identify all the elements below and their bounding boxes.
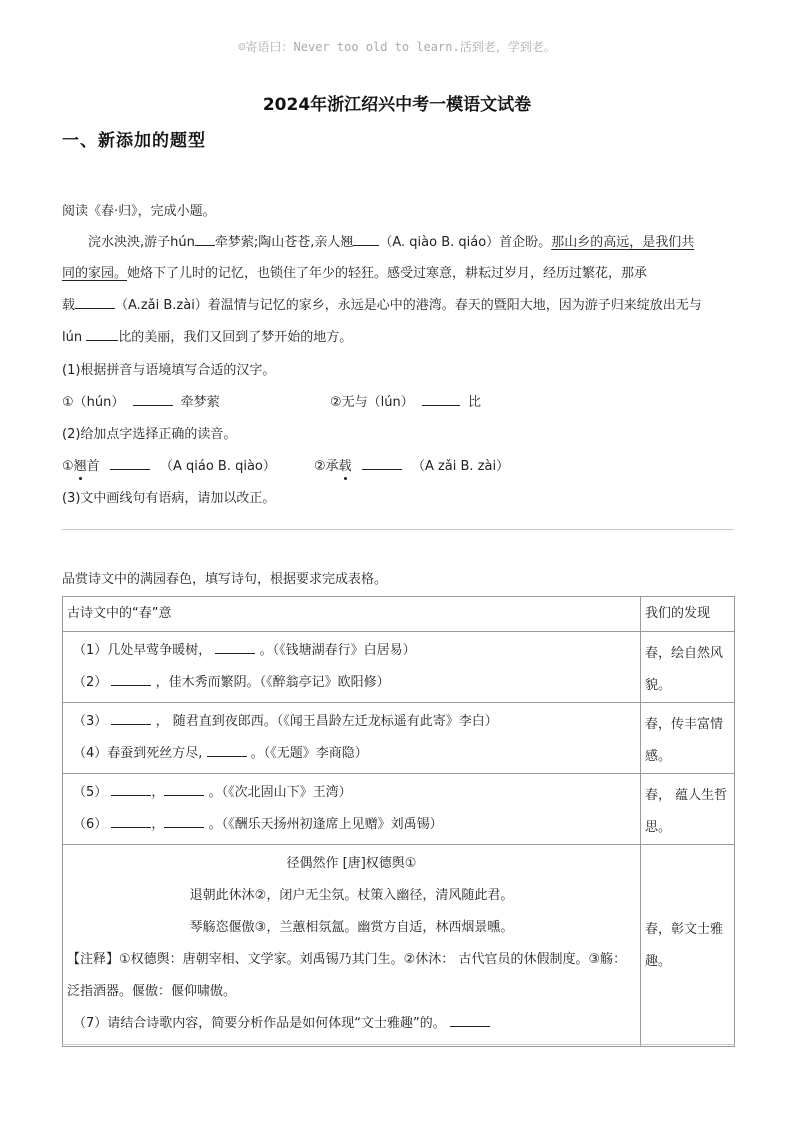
poem-line (63, 667, 640, 699)
answer-blank[interactable] (164, 783, 204, 796)
answer-blank[interactable] (111, 815, 151, 828)
line-text: ， 随君直到夜郎西。（《闻王昌龄左迁龙标遥有此寄》李白） (155, 714, 498, 729)
line-text: （5） (73, 785, 108, 800)
q1-text: 牵梦萦;陶山苍苍,亲人翘 (214, 235, 354, 250)
section-heading: 一、新添加的题型 (62, 131, 206, 151)
q1-intro: 阅读《春·归》，完成小题。 (62, 204, 216, 219)
line-text: 。（《酬乐天扬州初逢席上见赠》刘禹锡） (208, 817, 443, 832)
q1-paragraph-line-2 (62, 264, 647, 284)
line-text: 。（《无题》李商隐） (250, 746, 368, 761)
poem-notes: 【注释】①权德舆：唐朝宰相、文学家。刘禹锡乃其门生。②休沐： 古代官员的休假制度。③觞：泛指酒器。偃傲：偃仰啸傲。 (67, 952, 627, 999)
table-row (63, 703, 735, 774)
underlined-sentence: 那山乡的高远，是我们共 (551, 235, 695, 250)
poem-line: 琴觞恣偃傲③，兰蕙相氛氲。幽赏方自适，林西烟景曛。 (189, 920, 514, 935)
q1-sub1-answers-b (330, 393, 481, 413)
line-text: 。（《次北固山下》王湾） (208, 785, 352, 800)
q1-text: ① (62, 459, 74, 474)
answer-blank[interactable] (133, 393, 173, 406)
poem-line (63, 635, 640, 667)
q1-sub1: (1)根据拼音与语境填写合适的汉字。 (62, 363, 276, 378)
q1-text: 她烙下了儿时的记忆，也锁住了年少的轻狂。感受过寒意，耕耘过岁月，经历过繁花，那承 (127, 266, 648, 281)
q1-sub3: (3)文中画线句有语病，请加以改正。 (62, 491, 276, 506)
discovery-cell: 春，彰文士雅趣。 (641, 845, 735, 1047)
divider (62, 1044, 734, 1045)
table-row (63, 632, 735, 703)
q1-text: lún (62, 330, 87, 345)
q1-paragraph-line-1 (88, 233, 694, 253)
answer-blank[interactable] (111, 712, 151, 725)
page-title: 2024年浙江绍兴中考一模语文试卷 (262, 95, 532, 115)
answer-blank[interactable] (362, 457, 402, 470)
q1-text: ②无与（lún） (330, 395, 414, 410)
answer-blank (353, 233, 379, 246)
table-row (63, 845, 735, 1047)
q1-text: 载 (62, 298, 76, 313)
answer-blank[interactable] (422, 393, 460, 406)
dotted-char: 载 (338, 459, 352, 474)
table-row (63, 774, 735, 845)
question-7 (63, 1008, 640, 1040)
answer-blank[interactable] (111, 783, 151, 796)
discovery-cell: 春， 蕴人生哲思。 (641, 774, 735, 845)
q1-text: 牵梦萦 (180, 395, 220, 410)
answer-blank (86, 328, 118, 341)
line-text: ，佳木秀而繁阴。（《醉翁亭记》欧阳修） (155, 675, 390, 690)
q1-text: （A zǎi B. zài） (411, 459, 510, 474)
table-header-cell: 我们的发现 (641, 597, 735, 632)
answer-blank[interactable] (110, 457, 150, 470)
underlined-sentence: 同的家园。 (62, 266, 128, 281)
poem-line: （5） ， 。（《次北固山下》王湾） (73, 785, 352, 800)
q1-sub2: (2)给加点字选择正确的读音。 (62, 427, 237, 442)
poem-line: （6） ， 。（《酬乐天扬州初逢席上见赠》刘禹锡） (73, 817, 443, 832)
poem-table (62, 596, 735, 1047)
q1-text: （A qiáo B. qiào） (159, 459, 276, 474)
q1-sub1-answers (62, 393, 220, 413)
discovery-cell: 春，绘自然风貌。 (641, 632, 735, 703)
answer-blank (75, 296, 115, 309)
divider (62, 529, 734, 530)
q2-intro: 品赏诗文中的满园春色，填写诗句，根据要求完成表格。 (62, 572, 388, 587)
q1-paragraph-line-4 (62, 328, 352, 348)
answer-blank[interactable] (215, 641, 255, 654)
answer-blank[interactable] (111, 673, 151, 686)
q1-text: （A.zǎi B.zài）着温情与记忆的家乡，永远是心中的港湾。春天的暨阳大地，因为游子归来绽放出无与 (115, 298, 702, 313)
discovery-cell: 春，传丰富情感。 (641, 703, 735, 774)
poem-line (63, 738, 640, 770)
q1-sub2-answers-b (314, 457, 509, 477)
line-text: （4）春蚕到死丝方尽, (73, 746, 203, 761)
line-text: （2） (73, 675, 108, 690)
q1-sub2-answers (62, 457, 276, 477)
table-header-cell: 古诗文中的“春”意 (63, 597, 641, 632)
line-text: 。（《钱塘湖春行》白居易） (259, 643, 416, 658)
poem-line: 退朝此休沐②，闭户无尘氛。杖策入幽径，清风随此君。 (189, 888, 514, 903)
q1-text: 首 (86, 459, 100, 474)
q1-text: 比的美丽，我们又回到了梦开始的地方。 (118, 330, 353, 345)
q1-text: 比 (468, 395, 482, 410)
table-header-row (63, 597, 735, 632)
q1-text: 浣水泱泱,游子hún (88, 235, 195, 250)
answer-blank (195, 233, 215, 246)
line-text: （6） (73, 817, 108, 832)
q1-paragraph-line-3 (62, 296, 702, 316)
poem-line (63, 706, 640, 738)
answer-blank[interactable] (207, 744, 247, 757)
q1-text: （A. qiào B. qiáo）首企盼。 (379, 235, 552, 250)
line-text: （1）几处早莺争暖树， (73, 643, 212, 658)
line-text: （3） (73, 714, 108, 729)
line-text: （7）请结合诗歌内容，简要分析作品是如何体现“文士雅趣”的。 (73, 1016, 446, 1031)
answer-blank[interactable] (164, 815, 204, 828)
q1-text: ①（hún） (62, 395, 125, 410)
q1-text: ②承 (314, 459, 339, 474)
header-motto: ☺寄语曰：Never too old to learn.活到老，学到老。 (238, 40, 556, 54)
poem-title: 径偶然作 [唐]权德舆① (286, 856, 417, 871)
answer-blank[interactable] (450, 1014, 490, 1027)
dotted-char: 翘 (73, 459, 87, 474)
